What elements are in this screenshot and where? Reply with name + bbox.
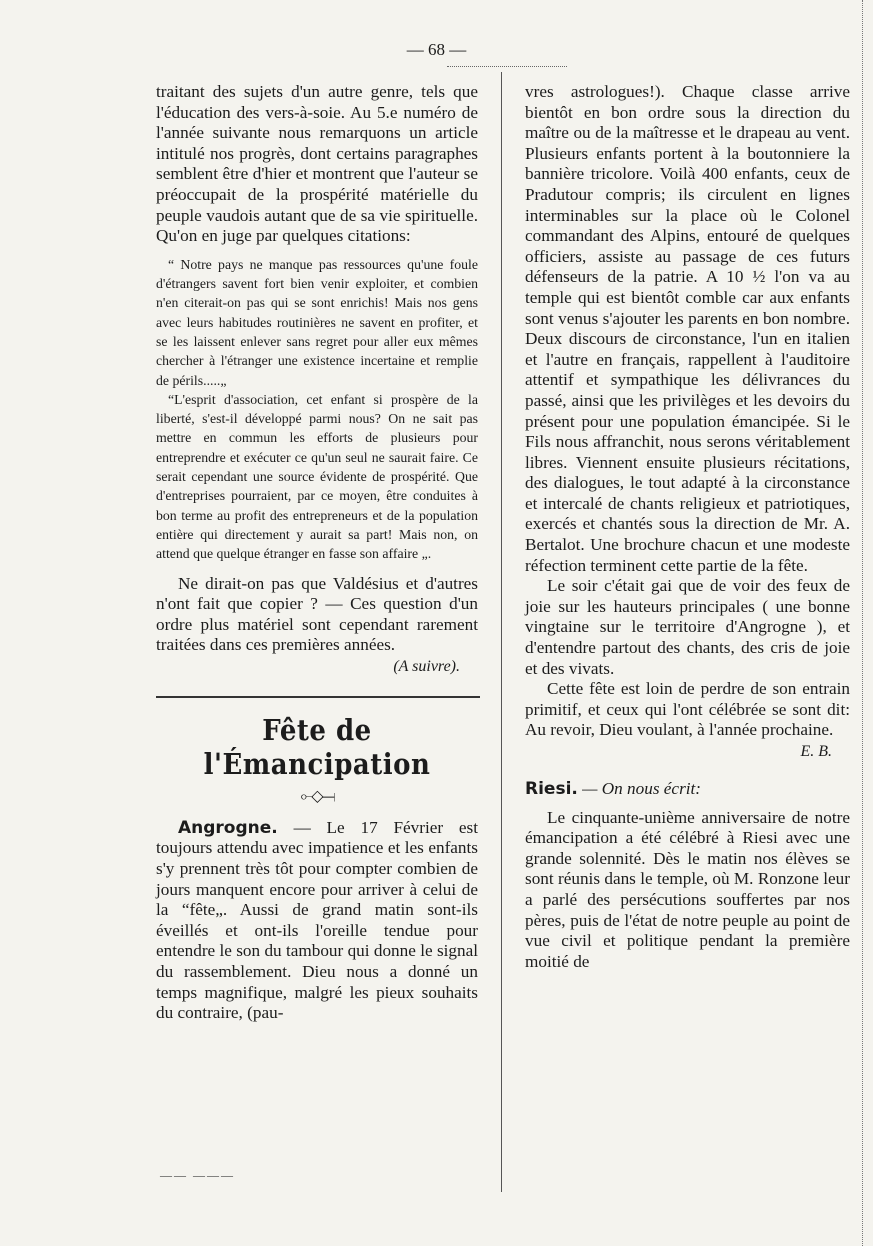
riesi-paragraph: Le cinquante-unième anniversaire de notre émancipation a été célébré à Riesi avec une grande solennité. Dès le matin nos élèves se sont réunis dans le temple, où M. Ronzone leur a parlé des persécutions souffertes par nos pères, puis de l'état de notre peuple au point de vue civil et politique pendant la première moitié de bbox=[525, 807, 850, 971]
quote-1: “ Notre pays ne manque pas ressources qu'une foule d'étrangers savent fort bien venir exploiter, et combien n'en citerait-on pas qui se sont enrichis! Mais nos gens avec leurs habitudes routinières ne savent en profiter, et se les laissent enlever sans regret pour aller eux mêmes chercher à l'étranger une existence incertaine et remplie de périls.....„ bbox=[156, 256, 478, 388]
a-suivre: (A suivre). bbox=[393, 657, 460, 675]
header-rule bbox=[447, 66, 567, 67]
angrogne-heading: Angrogne. bbox=[178, 817, 278, 838]
right-column bbox=[525, 82, 850, 972]
footer-marks: —— ——— bbox=[160, 1168, 235, 1182]
riesi-heading: Riesi. bbox=[525, 779, 578, 799]
section-title: Fête de l'Émancipation bbox=[203, 714, 431, 782]
riesi-note: — On nous écrit: bbox=[577, 779, 702, 798]
quote-2: “L'esprit d'association, cet enfant si prospère de la liberté, s'est-il développé parmi nous? On ne sait pas mettre en commun les efforts de plusieurs pour entreprendre et exécuter ce qu'un seul ne saurait faire. Ce serait cependant une source évidente de prospérité. Que d'entreprises pourraient, par ce moyen, être conduites à bon terme au profit des entrepreneurs et de la population entière qui directement y aurait sa part! Mais non, on attend que quelque étranger en fasse son affaire „. bbox=[156, 391, 478, 562]
signature: E. B. bbox=[800, 743, 832, 760]
ornament-divider: ⟜◇⟞ bbox=[300, 787, 334, 805]
left-column bbox=[156, 82, 478, 1024]
column-divider bbox=[501, 72, 502, 1192]
right-paragraph-1: vres astrologues!). Chaque classe arrive bientôt en bon ordre sous la direction du maître ou de la maîtresse et le drapeau au vent. Plusieurs enfants portent à la boutonniere la bannière tricolore. Voilà 400 enfants, ceux de Pradutour compris; ils circulent en lignes interminables sur la place où le Colonel commandant des Alpins, entouré de quelques officiers, assiste au passage de ces futurs défenseurs de la patrie. A 10 ½ l'on va au temple qui est bientôt comble car aux enfants sont venus s'ajouter les parents en bon nombre. Deux discours de circonstance, l'un en italien et l'autre en français, rappellent à l'auditoire attentif et sympathique les délivrances du passé, ainsi que les privilèges et les devoirs du présent pour une population émancipée. Si le Fils nous affranchit, nous serons véritablement libres. Viennent ensuite plusieurs récitations, des dialogues, le tout adapté à la circonstance et intercalé de chants religieux et patriotiques, exercés et chantés sous la direction de Mr. A. Bertalot. Une brochure chacun et une modeste réfection terminent cette partie de la fête. bbox=[525, 82, 850, 575]
left-paragraph-1: traitant des sujets d'un autre genre, tels que l'éducation des vers-à-soie. Au 5.e numéro de l'année suivante nous remarquons un article intitulé nos progrès, dont certains paragraphes semblent être d'hier et montrent que l'auteur se préoccupait de la prospérité matérielle du peuple vaudois autant que de sa vie spirituelle. Qu'on en juge par quelques citations: bbox=[156, 82, 478, 246]
angrogne-paragraph bbox=[156, 818, 478, 1024]
right-paragraph-2: Le soir c'était gai que de voir des feux de joie sur les hauteurs principales ( une bonne vingtaine sur le territoire d'Angrogne ), et d'entendre partout des chants, des cris de joie et des vivats. bbox=[525, 576, 850, 678]
riesi-section bbox=[525, 779, 850, 972]
left-paragraph-2: Ne dirait-on pas que Valdésius et d'autres n'ont fait que copier ? — Ces question d'un ordre plus matériel sont cependant rarement traitées dans ces premières années. bbox=[156, 573, 478, 655]
right-paragraph-3: Cette fête est loin de perdre de son entrain primitif, et ceux qui l'ont célébrée se sont dit: Au revoir, Dieu voulant, à l'année prochaine. bbox=[525, 679, 850, 740]
page-number: — 68 — bbox=[406, 40, 467, 59]
scan-edge bbox=[862, 0, 873, 1246]
riesi-heading-line bbox=[525, 779, 850, 800]
section-rule bbox=[156, 696, 480, 698]
angrogne-text: — Le 17 Février est toujours attendu avec impatience et les enfants s'y prennent très tôt pour compter combien de jours manquent encore pour arriver à celui de la “fête„. Aussi de grand matin sont-ils éveillés et ont-ils l'oreille tendue pour entendre le son du tambour qui donne le signal du rassemblement. Dieu nous a donné un temps magnifique, malgré les pieux souhaits du contraire, (pau- bbox=[156, 817, 478, 1023]
